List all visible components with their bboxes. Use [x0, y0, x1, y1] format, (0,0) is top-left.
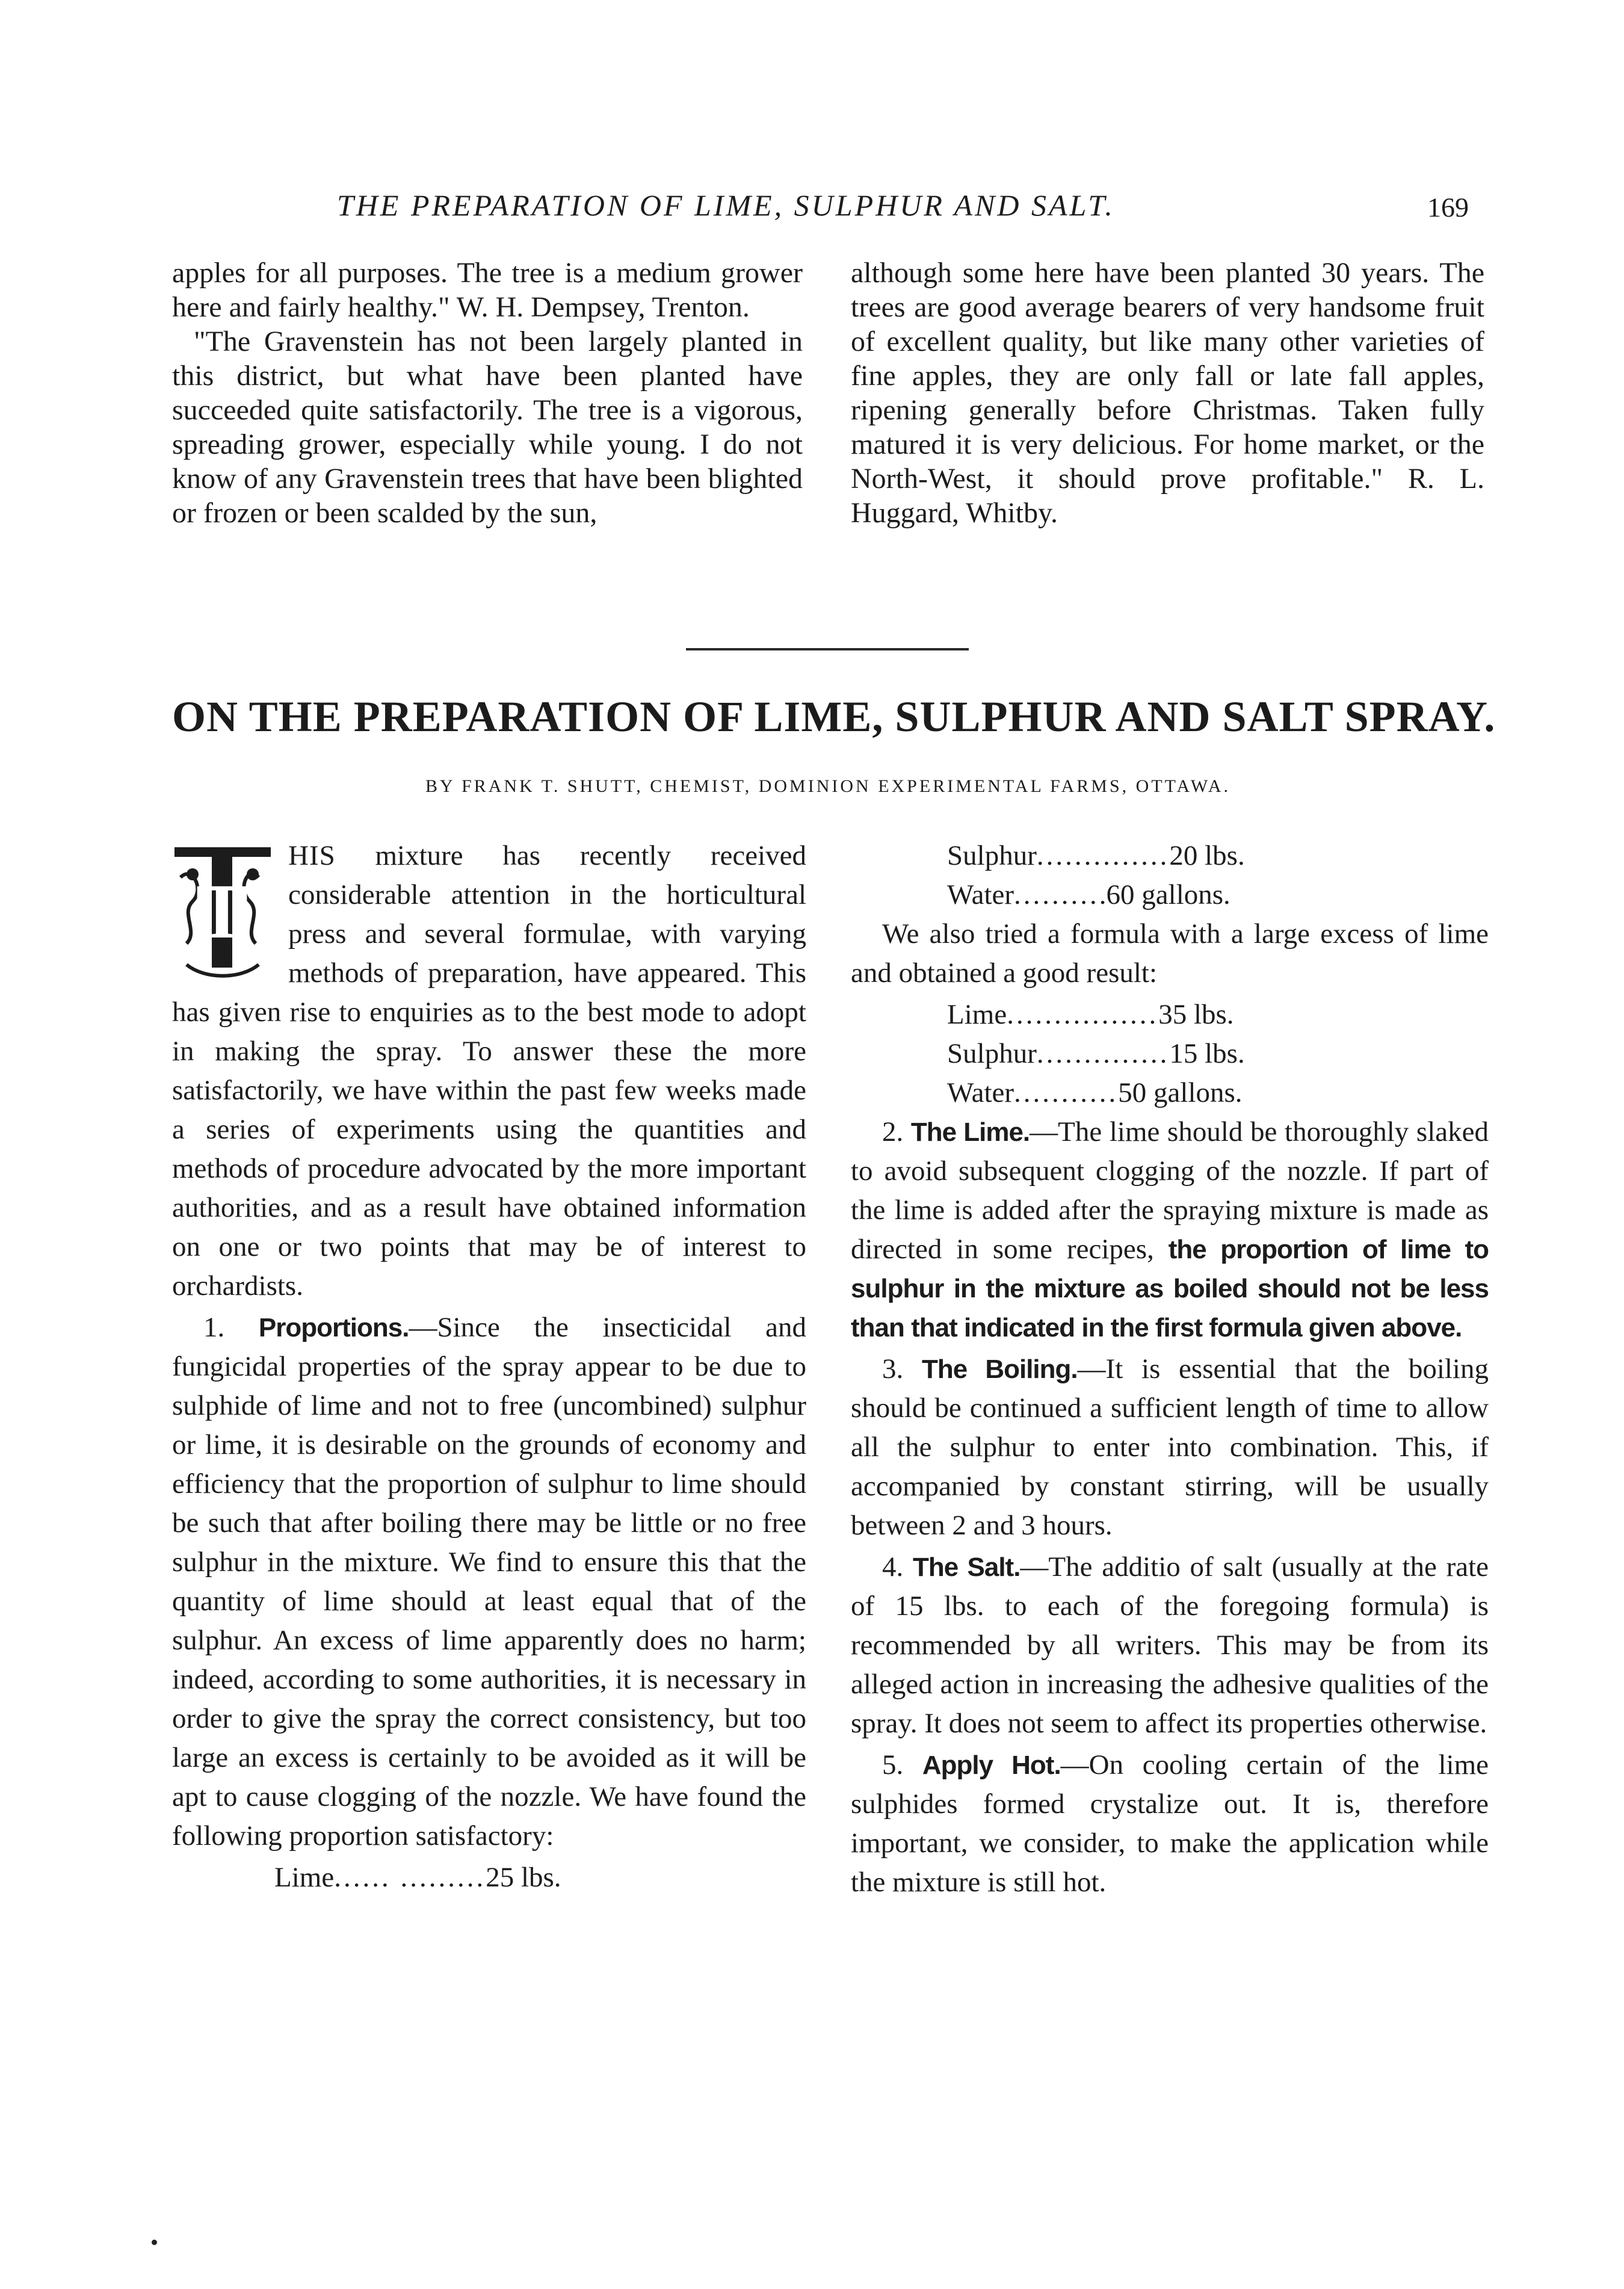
- section-proportions: [172, 1308, 806, 1856]
- dropcap-ornament-icon: [168, 841, 280, 986]
- section-heading: The Lime.: [910, 1117, 1030, 1147]
- formula-row: [947, 1073, 1489, 1113]
- article-left-column: [172, 836, 806, 1897]
- section-number: 4.: [882, 1551, 904, 1583]
- section-text: —It is essential that the boiling should be continued a sufficient length of time to allow all the sulphur to enter into combination. This, if accompanied by constant stirring, will be usually between 2 and 3 hours.: [851, 1353, 1489, 1541]
- section-text: —The lime should be thoroughly slaked to avoid subsequent clogging of the nozzle. If part of the lime is added after the spraying mixture is made as directed in some recipes,: [851, 1116, 1489, 1265]
- article-right-column: [851, 836, 1489, 1904]
- formula-row: [274, 1858, 806, 1897]
- section-heading: Apply Hot.: [922, 1750, 1061, 1780]
- print-speck: [152, 2240, 157, 2245]
- formula-one-part-b: [851, 836, 1489, 915]
- formula-leader: ...........: [1014, 1077, 1119, 1108]
- formula-amount: .60 gallons.: [1099, 879, 1230, 910]
- previous-article-paragraph: apples for all purposes. The tree is a medium grower here and fairly healthy." W. H. Dempsey, Trenton.: [172, 257, 803, 323]
- section-number: 5.: [882, 1749, 904, 1781]
- formula-one-part-a: [172, 1858, 806, 1897]
- section-divider: [686, 648, 969, 650]
- previous-article-paragraph: although some here have been planted 30 years. The trees are good average bearers of very handsome fruit of excellent quality, but like many other varieties of fine apples, they are only fall or late fall apples, ripening generally before Christmas. Taken fully matured it is very delicious. For home market, or the North-West, it should prove profitable." R. L. Huggard, Whitby.: [851, 257, 1484, 529]
- section-apply-hot: [851, 1746, 1489, 1902]
- formula-amount: 15 lbs.: [1169, 1038, 1245, 1069]
- formula-ingredient: Sulphur: [947, 1038, 1037, 1069]
- excess-lime-paragraph: We also tried a formula with a large excess of lime and obtained a good result:: [851, 918, 1489, 989]
- intro-paragraph: [172, 836, 806, 1306]
- formula-leader: .........: [1014, 879, 1099, 910]
- formula-row: [947, 1034, 1489, 1073]
- formula-row: [947, 836, 1489, 876]
- section-text: —Since the insecticidal and fungicidal properties of the spray appear to be due to sulphide of lime and not to free (uncombined) sulphur or lime, it is desirable on the grounds of economy and efficiency that the proportion of sulphur to lime should be such that after boiling there may be little or no free sulphur in the mixture. We find to ensure this that the quantity of lime should at least equal that of the sulphur. An excess of lime apparently does no harm; indeed, according to some authorities, it is necessary in order to give the spray the correct consistency, but too large an excess is certainly to be avoided as it will be apt to cause clogging of the nozzle. We have found the following proportion satisfactory:: [172, 1312, 807, 1852]
- formula-ingredient: Lime: [947, 999, 1007, 1030]
- section-emphasis: the proportion of lime to sulphur in the mixture as boiled should not be less than that indicated in the first formula given above.: [851, 1235, 1489, 1342]
- formula-ingredient: Water: [947, 879, 1014, 910]
- section-number: 1.: [203, 1312, 225, 1343]
- formula-ingredient: Sulphur: [947, 840, 1037, 871]
- previous-article-left-column: [172, 256, 803, 530]
- formula-row: [947, 876, 1489, 915]
- article-byline: BY FRANK T. SHUTT, CHEMIST, DOMINION EXPERIMENTAL FARMS, OTTAWA.: [425, 776, 1230, 796]
- previous-article-paragraph: "The Gravenstein has not been largely planted in this district, but what have been planted have succeeded quite satisfactorily. The tree is a vigorous, spreading grower, especially while young. I do not know of any Gravenstein trees that have been blighted or frozen or been scalded by the sun,: [172, 326, 803, 529]
- previous-article-right-column: [851, 256, 1484, 530]
- formula-amount: 35 lbs.: [1158, 999, 1234, 1030]
- running-head: THE PREPARATION OF LIME, SULPHUR AND SALT.: [337, 188, 1115, 222]
- formula-ingredient: Water: [947, 1077, 1014, 1108]
- formula-leader: ..............: [1036, 1038, 1170, 1069]
- section-heading: The Boiling.: [921, 1355, 1078, 1384]
- dropcap-letter: T: [196, 868, 249, 955]
- formula-leader: ...... .........: [334, 1862, 486, 1893]
- formula-ingredient: Lime: [274, 1862, 335, 1893]
- ornamental-dropcap: [168, 841, 280, 986]
- intro-text: mixture has recently received considerable attention in the horticultural press and several formulae, with varying methods of preparation, have appeared. This has given rise to enquiries as to the best mode to adopt in making the spray. To answer these the more satisfactorily, we have within the past few weeks made a series of experiments using the quantities and methods of procedure advocated by the more important authorities, and as a result have obtained information on one or two points that may be of interest to orchardists.: [172, 840, 806, 1302]
- formula-leader: ................: [1007, 999, 1159, 1030]
- section-heading: The Salt.: [913, 1552, 1020, 1582]
- intro-first-word: HIS: [288, 840, 336, 871]
- formula-amount: 50 gallons.: [1118, 1077, 1243, 1108]
- section-text: —The additio of salt (usually at the rate of 15 lbs. to each of the foregoing formula) is recommended by all writers. This may be from its alleged action in increasing the adhesive qualities of the spray. It does not seem to affect its properties otherwise.: [851, 1551, 1489, 1739]
- page-number: 169: [1427, 192, 1469, 223]
- section-number: 3.: [882, 1353, 904, 1385]
- section-number: 2.: [882, 1116, 904, 1148]
- section-text: —On cooling certain of the lime sulphides formed crystalize out. It is, therefore important, we consider, to make the application while the mixture is still hot.: [851, 1749, 1489, 1898]
- formula-leader: ..............: [1036, 840, 1170, 871]
- section-salt: [851, 1548, 1489, 1743]
- section-lime: [851, 1113, 1489, 1347]
- formula-row: [947, 995, 1489, 1034]
- formula-amount: 20 lbs.: [1169, 840, 1245, 871]
- section-boiling: [851, 1350, 1489, 1545]
- section-heading: Proportions.: [258, 1313, 409, 1342]
- formula-two: [851, 995, 1489, 1113]
- article-title: ON THE PREPARATION OF LIME, SULPHUR AND SALT SPRAY.: [172, 693, 1496, 741]
- formula-amount: 25 lbs.: [486, 1862, 561, 1893]
